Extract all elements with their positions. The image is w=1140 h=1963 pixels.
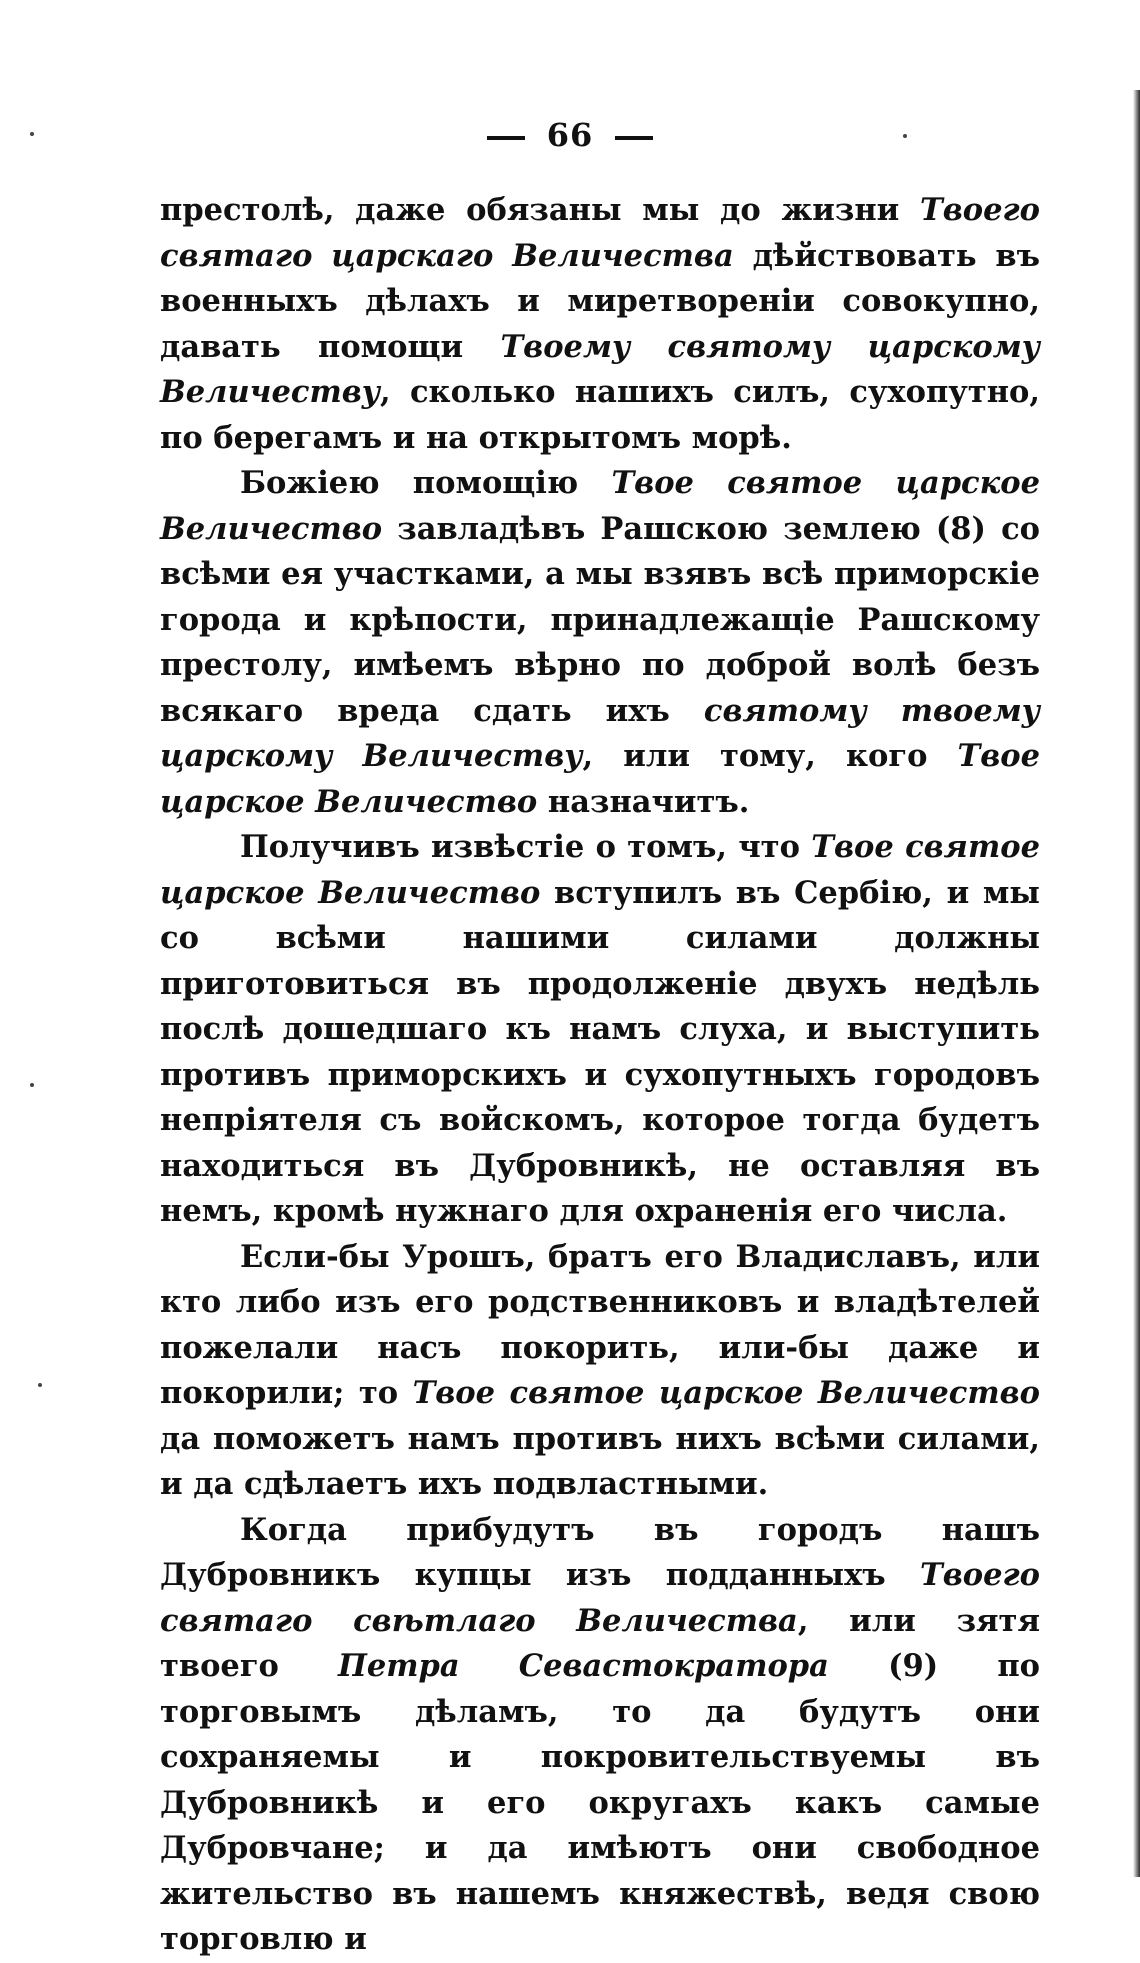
text-segment-italic: Твоего святаго царскаго Величества [160,192,1040,274]
paragraph [160,825,1040,1235]
header-dash-left [487,136,525,140]
text-segment: вступилъ въ Сербію, и мы со всѣми нашими силами должны приготовиться въ продолженіе двухъ недѣль послѣ дошедшаго къ намъ слуха, и выступить противъ приморскихъ и сухопутныхъ городовъ непріятеля съ войскомъ, которое тогда будетъ находиться въ Дубровникѣ, не оставляя въ немъ, кромѣ нужнаго для охраненія его числа. [160,874,1040,1229]
text-segment: (9) по торговымъ дѣламъ, то да будутъ они сохраняемы и покровительствуемы въ Дубровникѣ и его округахъ какъ самые Дубровчане; и да имѣютъ они свободное жительство въ нашемъ княжествѣ, ведя свою торговлю и [160,1648,1040,1957]
text-segment-italic: Твое святое царское Величество [160,829,1040,911]
text-segment-italic: Твое царское Величество [160,738,1040,820]
page-edge-shadow [1133,90,1140,1877]
header-dash-right [615,136,653,140]
text-segment: Получивъ извѣстіе о томъ, что [240,829,812,865]
text-segment-italic: Твое святое царское Величество [160,465,1041,547]
text-segment: Когда прибудутъ въ городъ нашъ Дубровникъ купцы изъ подданныхъ [160,1511,1040,1593]
text-segment-italic: Петра Севастократора [338,1648,829,1684]
text-segment-italic: Твое святое царское Величество [412,1375,1040,1411]
body-text [160,188,1040,1963]
text-segment: , или тому, кого [582,738,958,774]
paragraph [160,461,1040,825]
text-segment-italic: святому твоему царскому Величеству [160,692,1041,774]
paragraph [160,1235,1040,1508]
text-segment: , или зятя твоего [160,1602,1040,1684]
text-segment-italic: Твоему святому царскому Величеству [160,328,1040,410]
paragraph [160,1508,1040,1963]
print-speck [38,1383,42,1387]
text-segment: дѣйствовать въ военныхъ дѣлахъ и миретвореніи совокупно, давать помощи [160,237,1040,365]
text-segment: , сколько нашихъ силъ, сухопутно, по берегамъ и на открытомъ морѣ. [160,374,1040,456]
text-segment-italic: Твоего святаго свѣтлаго Величества [160,1557,1040,1639]
print-speck [30,1083,34,1087]
text-segment: престолѣ, даже обязаны мы до жизни [160,192,921,228]
text-segment: завладѣвъ Рашскою землею (8) со всѣми ея участками, а мы взявъ всѣ приморскіе города и крѣпости, принадлежащіе Рашскому престолу, имѣемъ вѣрно по доброй волѣ безъ всякаго вреда сдать ихъ [160,510,1040,729]
text-segment: Если-бы Урошъ, братъ его Владиславъ, или кто либо изъ его родственниковъ и владѣтелей пожелали насъ покорить, или-бы даже и покорили; то [160,1238,1040,1411]
text-segment: назначитъ. [537,783,750,820]
text-segment: да поможетъ намъ противъ нихъ всѣми силами, и да сдѣлаетъ ихъ подвластными. [160,1420,1040,1502]
page-header [0,116,1140,154]
paragraph [160,188,1040,461]
page-number: 66 [546,116,594,154]
text-segment: Божіею помощію [240,465,612,501]
